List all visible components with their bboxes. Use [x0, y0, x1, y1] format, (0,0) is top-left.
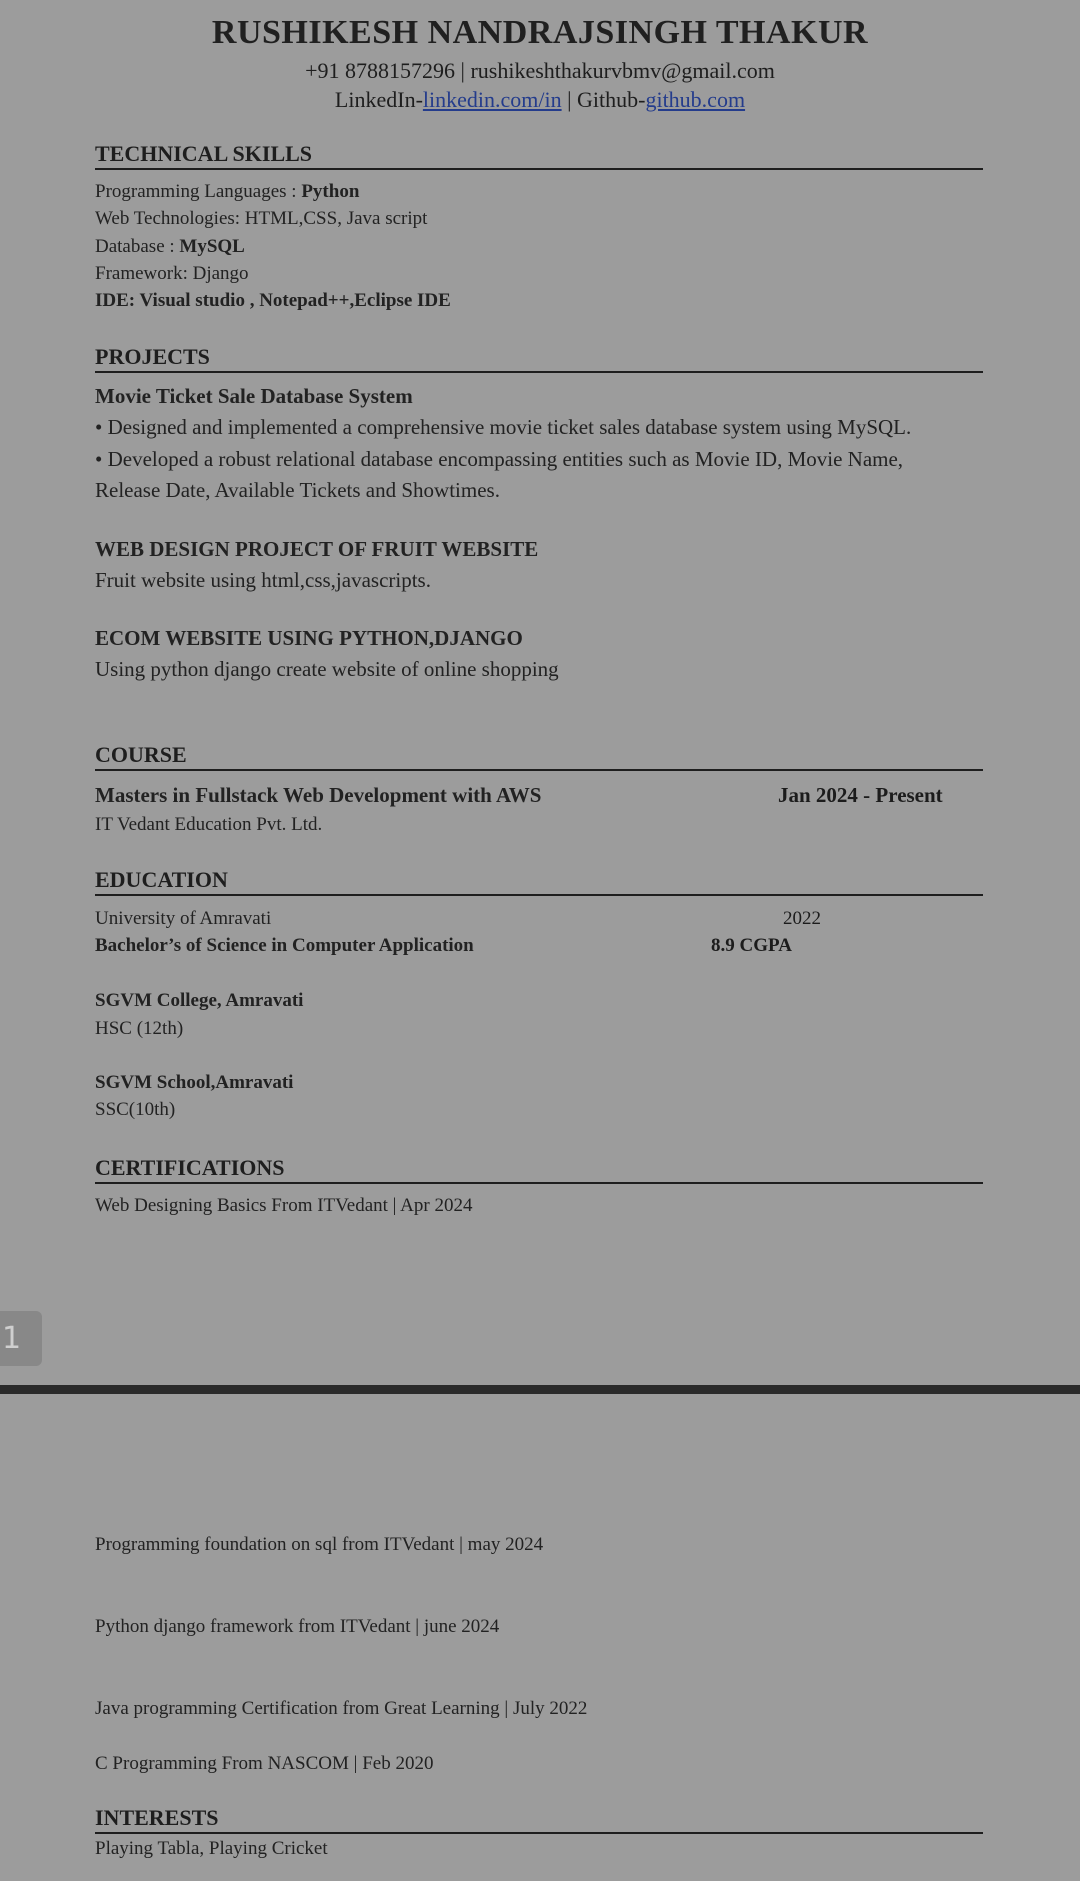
skill-database-value: MySQL: [179, 236, 245, 257]
education-university: University of Amravati: [95, 908, 272, 929]
candidate-name: RUSHIKESH NANDRAJSINGH THAKUR: [211, 14, 869, 51]
course-institute: IT Vedant Education Pvt. Ltd.: [95, 814, 323, 835]
education-heading: EDUCATION: [95, 867, 983, 896]
project-2-title: WEB DESIGN PROJECT OF FRUIT WEBSITE: [95, 537, 539, 561]
github-link[interactable]: github.com: [645, 87, 746, 112]
certification-item: Python django framework from ITVedant | june 2024: [95, 1616, 500, 1637]
certifications-heading: CERTIFICATIONS: [95, 1155, 983, 1184]
education-ssc: SSC(10th): [95, 1099, 176, 1120]
interests-heading: INTERESTS: [95, 1805, 983, 1834]
links-separator: |: [561, 87, 577, 112]
certification-item: Web Designing Basics From ITVedant | Apr 2024: [95, 1195, 473, 1216]
linkedin-link[interactable]: linkedin.com/in: [422, 87, 562, 112]
project-3-desc: Using python django create website of online shopping: [95, 657, 559, 681]
github-label: Github-: [577, 87, 646, 112]
contact-line: +91 8788157296 | rushikeshthakurvbmv@gmail.com: [305, 58, 775, 83]
skill-programming-label: Programming Languages :: [95, 181, 302, 202]
project-1-bullet-2: • Developed a robust relational database encompassing entities such as Movie ID, Movie Name,: [95, 447, 904, 471]
education-school: SGVM School,Amravati: [95, 1072, 294, 1093]
project-1-bullet-2-cont: Release Date, Available Tickets and Showtimes.: [95, 478, 500, 502]
skill-ide: IDE: Visual studio , Notepad++,Eclipse IDE: [95, 290, 451, 311]
education-year: 2022: [783, 908, 821, 929]
skill-database-label: Database :: [95, 236, 180, 257]
skill-database: [95, 235, 245, 259]
page-separator: [0, 1385, 1080, 1394]
certification-item: Java programming Certification from Great Learning | July 2022: [95, 1698, 588, 1719]
project-3-title: ECOM WEBSITE USING PYTHON,DJANGO: [95, 626, 523, 650]
course-dates: Jan 2024 - Present: [778, 783, 943, 807]
linkedin-label: LinkedIn-: [334, 87, 423, 112]
page-number-badge[interactable]: 1: [0, 1311, 42, 1366]
project-2-desc: Fruit website using html,css,javascripts.: [95, 568, 431, 592]
skill-programming: [95, 180, 359, 204]
interests-text: Playing Tabla, Playing Cricket: [95, 1838, 328, 1859]
certification-item: C Programming From NASCOM | Feb 2020: [95, 1753, 434, 1774]
course-title: Masters in Fullstack Web Development with AWS: [95, 783, 542, 807]
skill-framework: Framework: Django: [95, 263, 249, 284]
project-1-title: Movie Ticket Sale Database System: [95, 384, 413, 408]
education-cgpa: 8.9 CGPA: [711, 935, 792, 956]
project-1-bullet-1: • Designed and implemented a comprehensive movie ticket sales database system using MySQL.: [95, 415, 912, 439]
skill-programming-value: Python: [301, 181, 360, 202]
education-college: SGVM College, Amravati: [95, 990, 304, 1011]
education-hsc: HSC (12th): [95, 1018, 184, 1039]
course-heading: COURSE: [95, 742, 983, 771]
education-degree: Bachelor’s of Science in Computer Application: [95, 935, 474, 956]
skill-web: Web Technologies: HTML,CSS, Java script: [95, 208, 428, 229]
skills-heading: TECHNICAL SKILLS: [95, 141, 983, 170]
certification-item: Programming foundation on sql from ITVedant | may 2024: [95, 1534, 544, 1555]
profile-links: [0, 87, 1080, 113]
projects-heading: PROJECTS: [95, 344, 983, 373]
